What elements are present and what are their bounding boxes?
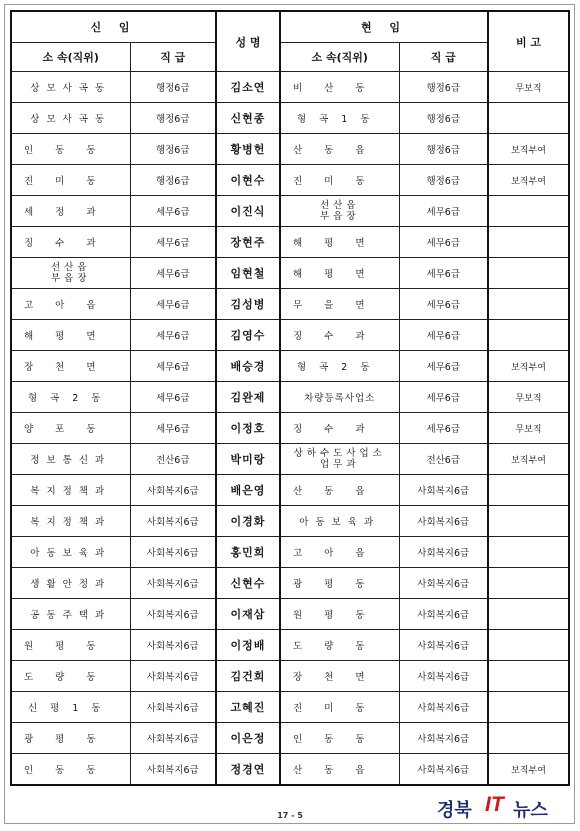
note-cell-text: 보직부여	[511, 765, 546, 776]
name-cell-text: 김건희	[230, 670, 266, 683]
name-cell-text: 정경연	[230, 763, 266, 776]
cur-grade-cell-text: 행정6급	[426, 114, 461, 125]
cur-grade-cell-text: 행정6급	[426, 176, 461, 187]
name-cell-text: 이경화	[230, 515, 266, 528]
cur-grade-cell	[399, 692, 488, 723]
cur-dept-cell-text: 형곡1동	[296, 114, 383, 125]
name-cell	[216, 537, 280, 568]
new-dept-cell	[11, 134, 130, 165]
new-dept-cell-text: 도량동	[23, 672, 118, 683]
name-cell-text: 배승경	[230, 360, 266, 373]
name-cell-text: 고혜진	[230, 701, 266, 714]
cur-dept-cell-text: 산동읍	[292, 486, 387, 497]
cur-dept-cell-text: 진미동	[292, 703, 387, 714]
new-dept-cell	[11, 382, 130, 413]
note-cell-text: 무보직	[515, 393, 542, 404]
new-dept-cell	[11, 72, 130, 103]
cur-grade-cell	[399, 537, 488, 568]
cur-dept-cell	[280, 165, 399, 196]
note-cell-text: 보직부여	[511, 362, 546, 373]
new-grade-cell-text: 세무6급	[155, 424, 190, 435]
cur-dept-cell-text: 도량동	[292, 641, 387, 652]
new-grade-cell	[130, 227, 216, 258]
new-dept-cell-text: 아동보육과	[30, 548, 112, 559]
new-dept-cell-text: 징수과	[23, 238, 118, 249]
cur-dept-cell	[280, 444, 399, 475]
name-cell	[216, 444, 280, 475]
table-row	[11, 723, 569, 754]
cur-grade-cell	[399, 568, 488, 599]
cur-dept-cell	[280, 692, 399, 723]
new-grade-cell-text: 사회복지6급	[146, 734, 199, 745]
name-cell	[216, 475, 280, 506]
cur-grade-cell	[399, 723, 488, 754]
header-name: 성 명	[216, 11, 280, 72]
cur-grade-cell	[399, 320, 488, 351]
new-grade-cell-text: 사회복지6급	[146, 672, 199, 683]
name-cell	[216, 134, 280, 165]
name-cell-text: 배은영	[230, 484, 266, 497]
name-cell	[216, 630, 280, 661]
new-grade-cell	[130, 289, 216, 320]
note-cell	[488, 382, 569, 413]
new-dept-cell-text: 양포동	[23, 424, 118, 435]
new-dept-cell	[11, 351, 130, 382]
table-row	[11, 72, 569, 103]
cur-grade-cell-text: 전산6급	[426, 455, 461, 466]
cur-dept-cell	[280, 568, 399, 599]
note-cell	[488, 165, 569, 196]
new-dept-cell-text: 상모사곡동	[30, 83, 112, 94]
cur-dept-cell-text: 해평면	[292, 238, 387, 249]
new-dept-cell	[11, 475, 130, 506]
new-dept-cell-text: 세정과	[23, 207, 118, 218]
cur-dept-cell-text: 광평동	[292, 579, 387, 590]
cur-grade-cell-text: 세무6급	[426, 331, 461, 342]
name-cell	[216, 506, 280, 537]
new-grade-cell	[130, 568, 216, 599]
note-cell	[488, 351, 569, 382]
table-row	[11, 196, 569, 227]
cur-grade-cell	[399, 506, 488, 537]
name-cell	[216, 289, 280, 320]
cur-grade-cell	[399, 134, 488, 165]
new-grade-cell	[130, 351, 216, 382]
cur-grade-cell-text: 사회복지6급	[417, 672, 470, 683]
cur-dept-cell	[280, 382, 399, 413]
name-cell	[216, 227, 280, 258]
note-cell	[488, 630, 569, 661]
table-row	[11, 475, 569, 506]
name-cell-text: 김완제	[230, 391, 266, 404]
cur-dept-cell	[280, 599, 399, 630]
cur-grade-cell	[399, 754, 488, 786]
cur-grade-cell	[399, 289, 488, 320]
note-cell-text: 보직부여	[511, 176, 546, 187]
cur-dept-cell-text: 장천면	[292, 672, 387, 683]
new-grade-cell-text: 사회복지6급	[146, 703, 199, 714]
cur-dept-cell	[280, 72, 399, 103]
new-dept-cell	[11, 103, 130, 134]
header-note: 비 고	[488, 11, 569, 72]
new-dept-cell	[11, 692, 130, 723]
cur-grade-cell	[399, 444, 488, 475]
cur-grade-cell-text: 사회복지6급	[417, 703, 470, 714]
note-cell	[488, 444, 569, 475]
new-grade-cell-text: 전산6급	[155, 455, 190, 466]
cur-grade-cell-text: 사회복지6급	[417, 765, 470, 776]
table-body	[11, 72, 569, 786]
name-cell	[216, 568, 280, 599]
new-grade-cell	[130, 630, 216, 661]
new-grade-cell-text: 사회복지6급	[146, 610, 199, 621]
cur-grade-cell-text: 세무6급	[426, 300, 461, 311]
cur-grade-cell	[399, 227, 488, 258]
cur-dept-cell-text: 징수과	[292, 331, 387, 342]
cur-dept-cell-text: 인동동	[292, 734, 387, 745]
new-grade-cell-text: 행정6급	[155, 114, 190, 125]
new-dept-cell	[11, 413, 130, 444]
cur-dept-cell	[280, 134, 399, 165]
cur-grade-cell	[399, 103, 488, 134]
cur-grade-cell-text: 세무6급	[426, 238, 461, 249]
table-row	[11, 382, 569, 413]
cur-grade-cell-text: 사회복지6급	[417, 734, 470, 745]
cur-dept-cell-text: 상하수도사업소 업무과	[293, 448, 386, 470]
name-cell	[216, 351, 280, 382]
cur-dept-cell	[280, 630, 399, 661]
note-cell	[488, 506, 569, 537]
name-cell	[216, 165, 280, 196]
new-dept-cell-text: 공동주택과	[30, 610, 112, 621]
new-grade-cell-text: 사회복지6급	[146, 579, 199, 590]
new-dept-cell-text: 고아읍	[23, 300, 118, 311]
table-row	[11, 630, 569, 661]
cur-dept-cell-text: 원평동	[292, 610, 387, 621]
cur-dept-cell-text: 산동읍	[292, 145, 387, 156]
note-cell	[488, 661, 569, 692]
name-cell	[216, 103, 280, 134]
table-row	[11, 754, 569, 786]
cur-dept-cell	[280, 537, 399, 568]
cur-dept-cell-text: 해평면	[292, 269, 387, 280]
table-row	[11, 227, 569, 258]
header-cur-grade: 직 급	[399, 43, 488, 72]
new-grade-cell-text: 세무6급	[155, 331, 190, 342]
name-cell	[216, 661, 280, 692]
new-grade-cell	[130, 196, 216, 227]
note-cell	[488, 289, 569, 320]
cur-grade-cell	[399, 475, 488, 506]
new-dept-cell-text: 원평동	[23, 641, 118, 652]
new-grade-cell	[130, 413, 216, 444]
new-dept-cell	[11, 258, 130, 289]
new-dept-cell	[11, 754, 130, 786]
cur-grade-cell	[399, 258, 488, 289]
cur-grade-cell-text: 세무6급	[426, 207, 461, 218]
note-cell	[488, 196, 569, 227]
new-dept-cell	[11, 537, 130, 568]
note-cell	[488, 258, 569, 289]
cur-dept-cell	[280, 475, 399, 506]
table-row	[11, 661, 569, 692]
name-cell-text: 신현수	[230, 577, 266, 590]
new-dept-cell-text: 해평면	[23, 331, 118, 342]
new-dept-cell	[11, 196, 130, 227]
table-row	[11, 568, 569, 599]
cur-dept-cell-text: 차량등록사업소	[304, 393, 376, 404]
cur-dept-cell-text: 비산동	[292, 83, 387, 94]
new-grade-cell-text: 행정6급	[155, 145, 190, 156]
new-dept-cell	[11, 661, 130, 692]
table-row	[11, 413, 569, 444]
new-dept-cell-text: 인동동	[23, 765, 118, 776]
name-cell-text: 임현철	[230, 267, 266, 280]
header-new-dept: 소 속(직위)	[11, 43, 130, 72]
table-row	[11, 134, 569, 165]
new-dept-cell	[11, 320, 130, 351]
cur-dept-cell-text: 선산읍 부읍장	[319, 200, 360, 222]
note-cell	[488, 537, 569, 568]
table-row	[11, 320, 569, 351]
logo-text-gyeongbuk: 경북	[437, 800, 472, 820]
table-row	[11, 165, 569, 196]
new-grade-cell-text: 행정6급	[155, 83, 190, 94]
cur-grade-cell-text: 사회복지6급	[417, 548, 470, 559]
cur-grade-cell-text: 사회복지6급	[417, 579, 470, 590]
cur-dept-cell	[280, 227, 399, 258]
cur-dept-cell-text: 진미동	[292, 176, 387, 187]
cur-grade-cell	[399, 382, 488, 413]
new-dept-cell-text: 선산읍 부읍장	[50, 262, 91, 284]
cur-dept-cell	[280, 289, 399, 320]
cur-grade-cell	[399, 72, 488, 103]
new-dept-cell	[11, 723, 130, 754]
cur-dept-cell	[280, 320, 399, 351]
new-dept-cell-text: 형곡2동	[27, 393, 114, 404]
header-new-post: 신 임	[11, 11, 216, 43]
new-dept-cell-text: 장천면	[23, 362, 118, 373]
name-cell-text: 김소연	[230, 81, 266, 94]
new-dept-cell	[11, 165, 130, 196]
new-grade-cell	[130, 475, 216, 506]
new-dept-cell	[11, 444, 130, 475]
cur-grade-cell-text: 세무6급	[426, 393, 461, 404]
new-grade-cell-text: 세무6급	[155, 300, 190, 311]
cur-dept-cell-text: 무을면	[292, 300, 387, 311]
cur-dept-cell	[280, 103, 399, 134]
cur-dept-cell	[280, 413, 399, 444]
cur-grade-cell	[399, 196, 488, 227]
name-cell	[216, 692, 280, 723]
new-dept-cell-text: 정보통신과	[30, 455, 112, 466]
new-dept-cell-text: 광평동	[23, 734, 118, 745]
table-row	[11, 444, 569, 475]
name-cell-text: 김영수	[230, 329, 266, 342]
note-cell-text: 무보직	[515, 424, 542, 435]
new-dept-cell-text: 상모사곡동	[30, 114, 112, 125]
cur-grade-cell-text: 사회복지6급	[417, 486, 470, 497]
note-cell-text: 보직부여	[511, 145, 546, 156]
note-cell	[488, 413, 569, 444]
cur-grade-cell	[399, 661, 488, 692]
header-new-grade: 직 급	[130, 43, 216, 72]
note-cell	[488, 723, 569, 754]
note-cell	[488, 227, 569, 258]
name-cell-text: 이은정	[230, 732, 266, 745]
new-dept-cell-text: 진미동	[23, 176, 118, 187]
name-cell	[216, 320, 280, 351]
note-cell	[488, 320, 569, 351]
new-grade-cell	[130, 537, 216, 568]
cur-grade-cell-text: 행정6급	[426, 83, 461, 94]
note-cell-text: 무보직	[515, 83, 542, 94]
new-dept-cell	[11, 568, 130, 599]
table-row	[11, 258, 569, 289]
new-dept-cell-text: 신평1동	[27, 703, 114, 714]
logo-text-news: 뉴스	[513, 800, 548, 820]
name-cell-text: 장현주	[230, 236, 266, 249]
new-dept-cell-text: 인동동	[23, 145, 118, 156]
cur-grade-cell-text: 세무6급	[426, 424, 461, 435]
new-grade-cell	[130, 382, 216, 413]
logo-text-it: IT	[485, 793, 504, 816]
new-dept-cell	[11, 289, 130, 320]
name-cell-text: 황병헌	[230, 143, 266, 156]
new-grade-cell	[130, 723, 216, 754]
new-grade-cell-text: 사회복지6급	[146, 641, 199, 652]
note-cell	[488, 72, 569, 103]
note-cell	[488, 568, 569, 599]
note-cell	[488, 692, 569, 723]
table-row	[11, 351, 569, 382]
new-grade-cell	[130, 599, 216, 630]
note-cell-text: 보직부여	[511, 455, 546, 466]
new-grade-cell	[130, 506, 216, 537]
name-cell	[216, 382, 280, 413]
note-cell	[488, 599, 569, 630]
new-grade-cell-text: 사회복지6급	[146, 486, 199, 497]
new-grade-cell	[130, 72, 216, 103]
cur-dept-cell-text: 징수과	[292, 424, 387, 435]
name-cell-text: 이진식	[230, 205, 266, 218]
cur-dept-cell	[280, 661, 399, 692]
new-dept-cell	[11, 227, 130, 258]
table-row	[11, 599, 569, 630]
new-grade-cell	[130, 103, 216, 134]
header-cur-dept: 소 속(직위)	[280, 43, 399, 72]
table-row	[11, 692, 569, 723]
cur-grade-cell-text: 사회복지6급	[417, 610, 470, 621]
table-row	[11, 506, 569, 537]
name-cell-text: 이정호	[230, 422, 266, 435]
new-grade-cell	[130, 165, 216, 196]
new-dept-cell-text: 생활안정과	[30, 579, 112, 590]
cur-grade-cell-text: 세무6급	[426, 362, 461, 373]
new-dept-cell	[11, 599, 130, 630]
note-cell	[488, 754, 569, 786]
cur-dept-cell	[280, 723, 399, 754]
cur-dept-cell	[280, 196, 399, 227]
cur-grade-cell-text: 사회복지6급	[417, 641, 470, 652]
cur-dept-cell-text: 아동보육과	[299, 517, 381, 528]
cur-dept-cell	[280, 506, 399, 537]
cur-grade-cell	[399, 165, 488, 196]
new-grade-cell-text: 세무6급	[155, 393, 190, 404]
cur-dept-cell	[280, 754, 399, 786]
new-grade-cell	[130, 661, 216, 692]
cur-grade-cell-text: 세무6급	[426, 269, 461, 280]
name-cell-text: 이현수	[230, 174, 266, 187]
header-current-post: 현 임	[280, 11, 488, 43]
cur-dept-cell	[280, 258, 399, 289]
name-cell-text: 신현종	[230, 112, 266, 125]
note-cell	[488, 103, 569, 134]
page-number: 17 - 5	[277, 811, 303, 820]
cur-dept-cell-text: 고아읍	[292, 548, 387, 559]
cur-dept-cell-text: 산동읍	[292, 765, 387, 776]
name-cell	[216, 723, 280, 754]
new-dept-cell-text: 복지정책과	[30, 517, 112, 528]
cur-dept-cell	[280, 351, 399, 382]
name-cell-text: 홍민희	[230, 546, 266, 559]
name-cell-text: 이정배	[230, 639, 266, 652]
table-row	[11, 289, 569, 320]
cur-grade-cell	[399, 599, 488, 630]
name-cell	[216, 599, 280, 630]
new-grade-cell-text: 세무6급	[155, 269, 190, 280]
name-cell	[216, 72, 280, 103]
new-dept-cell	[11, 506, 130, 537]
name-cell-text: 박미랑	[230, 453, 266, 466]
name-cell	[216, 413, 280, 444]
new-grade-cell-text: 세무6급	[155, 362, 190, 373]
note-cell	[488, 475, 569, 506]
new-dept-cell-text: 복지정책과	[30, 486, 112, 497]
cur-grade-cell	[399, 413, 488, 444]
new-grade-cell	[130, 134, 216, 165]
new-grade-cell-text: 세무6급	[155, 238, 190, 249]
name-cell	[216, 754, 280, 786]
new-grade-cell-text: 사회복지6급	[146, 548, 199, 559]
new-grade-cell-text: 행정6급	[155, 176, 190, 187]
name-cell	[216, 258, 280, 289]
new-grade-cell	[130, 754, 216, 786]
cur-dept-cell-text: 형곡2동	[296, 362, 383, 373]
new-grade-cell	[130, 692, 216, 723]
personnel-table	[10, 10, 570, 786]
news-logo	[437, 793, 573, 825]
new-grade-cell-text: 사회복지6급	[146, 517, 199, 528]
table-row	[11, 103, 569, 134]
new-grade-cell-text: 사회복지6급	[146, 765, 199, 776]
table-row	[11, 537, 569, 568]
name-cell	[216, 196, 280, 227]
cur-grade-cell	[399, 351, 488, 382]
new-grade-cell	[130, 258, 216, 289]
new-dept-cell	[11, 630, 130, 661]
cur-grade-cell-text: 사회복지6급	[417, 517, 470, 528]
new-grade-cell	[130, 444, 216, 475]
name-cell-text: 이재삼	[230, 608, 266, 621]
cur-grade-cell-text: 행정6급	[426, 145, 461, 156]
new-grade-cell	[130, 320, 216, 351]
note-cell	[488, 134, 569, 165]
cur-grade-cell	[399, 630, 488, 661]
new-grade-cell-text: 세무6급	[155, 207, 190, 218]
name-cell-text: 김성병	[230, 298, 266, 311]
